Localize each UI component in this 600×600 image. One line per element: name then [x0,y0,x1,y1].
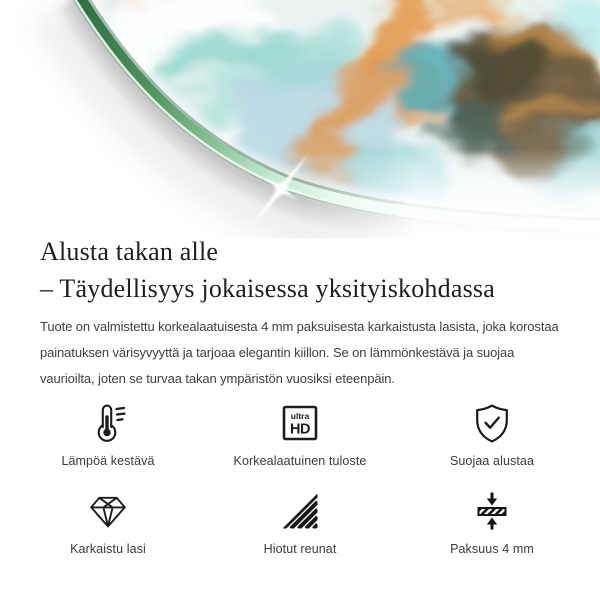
feature-label: Suojaa alustaa [449,454,535,468]
feature-label: Lämpöä kestävä [61,454,155,468]
ultra-hd-icon [278,401,322,445]
product-description: Tuote on valmistettu korkealaatuisesta 4 mm paksuisesta karkaistusta lasista, joka korostaa painatuksen värisyvyyttä ja tarjoaa elegantin kiillon. Se on lämmönkestävä ja suojaa vaurioilta, joten se turvaa takan ympäristön vuosiksi eteenpäin. [40,319,559,386]
hero-fade-overlay [300,0,600,238]
feature-item-tempered-glass [70,489,146,557]
feature-item-print-quality [234,401,367,469]
feature-item-thickness [450,489,534,557]
shield-check-icon [470,401,514,445]
svg-text:ultra: ultra [290,411,310,421]
feature-item-heat-resistant [61,401,154,469]
features-grid [12,401,588,557]
feature-label: Paksuus 4 mm [450,542,534,556]
page-title [40,233,495,307]
feature-label: Hiotut reunat [263,542,337,556]
feature-item-polished-edges [264,489,337,557]
svg-text:HD: HD [290,421,310,438]
page-title-line-2: – Täydellisyys jokaisessa yksityiskohdassa [40,274,495,303]
feature-label: Korkealaatuinen tuloste [233,454,367,468]
page-title-line-1: Alusta takan alle [40,237,219,266]
diamond-icon [86,489,130,533]
feature-item-protects-base [450,401,534,469]
polished-edges-icon [278,489,322,533]
product-hero-image [0,0,600,238]
thermometer-icon [86,401,130,445]
thickness-icon [470,489,514,533]
feature-label: Karkaistu lasi [70,542,146,556]
